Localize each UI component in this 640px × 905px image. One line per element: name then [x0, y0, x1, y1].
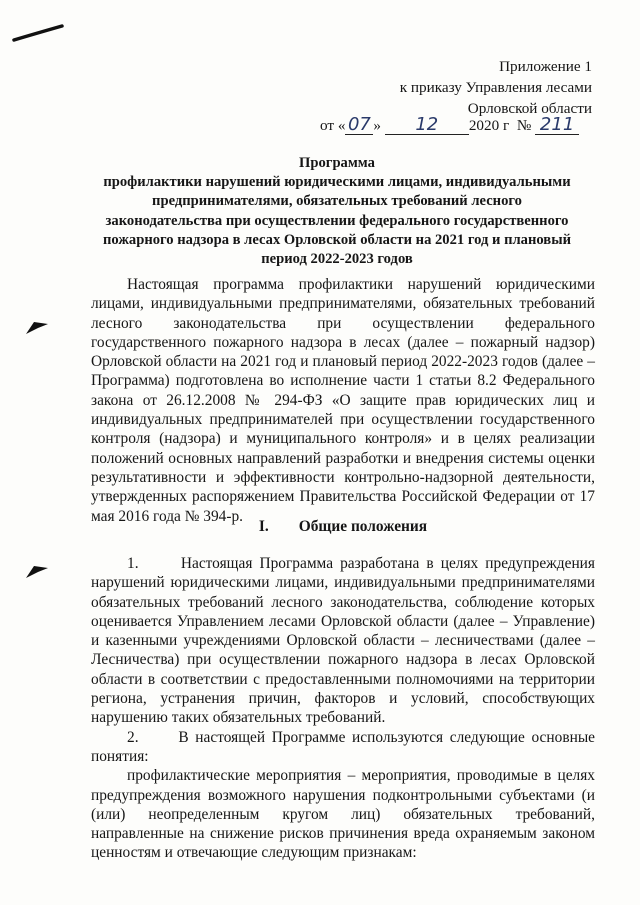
day-field	[345, 114, 373, 135]
handwritten-month: 12	[415, 114, 439, 135]
date-year: 2020 г	[468, 117, 510, 134]
hole-punch-mark-lower	[24, 562, 52, 582]
scan-mark-top-left	[10, 14, 70, 54]
section-heading	[91, 518, 595, 536]
title-line-4: законодательства при осуществлении федерального государственного	[105, 212, 569, 229]
month-field	[385, 114, 469, 135]
paragraph-definition: профилактические мероприятия – мероприятия, проводимые в целях предупреждения возможного нарушения подконтрольными субъектами (и (или) неопределенным кругом лиц) обязательных требований, направленные на снижение рисков причинения вреда охраняемым законом ценностям и отвечающие следующим признакам:	[91, 767, 595, 862]
date-day-close: »	[373, 117, 382, 134]
section-title: Общие положения	[298, 518, 428, 535]
number-field	[535, 114, 579, 135]
title-line-6: период 2022-2023 годов	[261, 251, 413, 268]
appendix-line-2: к приказу Управления лесами	[399, 79, 592, 96]
paragraph-2: 2. В настоящей Программе используются следующие основные понятия:	[91, 728, 599, 765]
document-title	[82, 154, 592, 269]
section-body	[91, 554, 599, 863]
hole-punch-mark-upper	[24, 318, 52, 338]
appendix-header	[312, 56, 592, 119]
title-line-5: пожарного надзора в лесах Орловской области на 2021 год и плановый	[102, 231, 571, 248]
handwritten-day: 07	[347, 114, 371, 135]
title-line-1: Программа	[299, 155, 375, 171]
appendix-line-3: Орловской области	[467, 100, 592, 117]
order-date-line	[320, 114, 600, 135]
intro-paragraph: Настоящая программа профилактики нарушений юридическими лицами, индивидуальными предпринимателями, обязательных требований лесного законодательства при осуществлении федерального государственного пожарного надзора в лесах (далее – пожарный надзор) Орловской области на 2021 год и плановый период 2022-2023 годов (далее – Программа) подготовлена во исполнение части 1 статьи 8.2 Федерального закона от 26.12.2008 № 294-ФЗ «О защите прав юридических лиц и индивидуальных предпринимателей при осуществлении государственного контроля (надзора) и муниципального контроля» и в целях реализации положений основных направлений разработки и внедрения системы оценки результативности и эффективности контрольно-надзорной деятельности, утвержденных распоряжением Правительства Российской Федерации от 17 мая 2016 года № 394-р.	[91, 276, 595, 525]
number-label: №	[516, 117, 532, 134]
section-number: I.	[258, 518, 269, 535]
date-prefix: от «	[320, 117, 346, 134]
title-line-2: профилактики нарушений юридическими лицами, индивидуальными	[103, 174, 571, 191]
intro-block	[91, 275, 595, 526]
appendix-line-1: Приложение 1	[499, 58, 592, 75]
handwritten-number: 211	[539, 114, 575, 135]
title-line-3: предпринимателями, обязательных требований лесного	[152, 193, 522, 210]
paragraph-1: 1. Настоящая Программа разработана в целях предупреждения нарушений юридическими лицами, индивидуальными предпринимателями обязательных требований лесного законодательства, соблюдение которых оценивается Управлением лесами Орловской области (далее – Управление) и казенными учреждениями Орловской области – лесничествами (далее – Лесничества) при осуществлении пожарного надзора в лесах Орловской области в соответствии с предоставленными полномочиями на территории региона, устранения причин, факторов и условий, способствующих нарушению таких обязательных требований.	[91, 555, 599, 727]
